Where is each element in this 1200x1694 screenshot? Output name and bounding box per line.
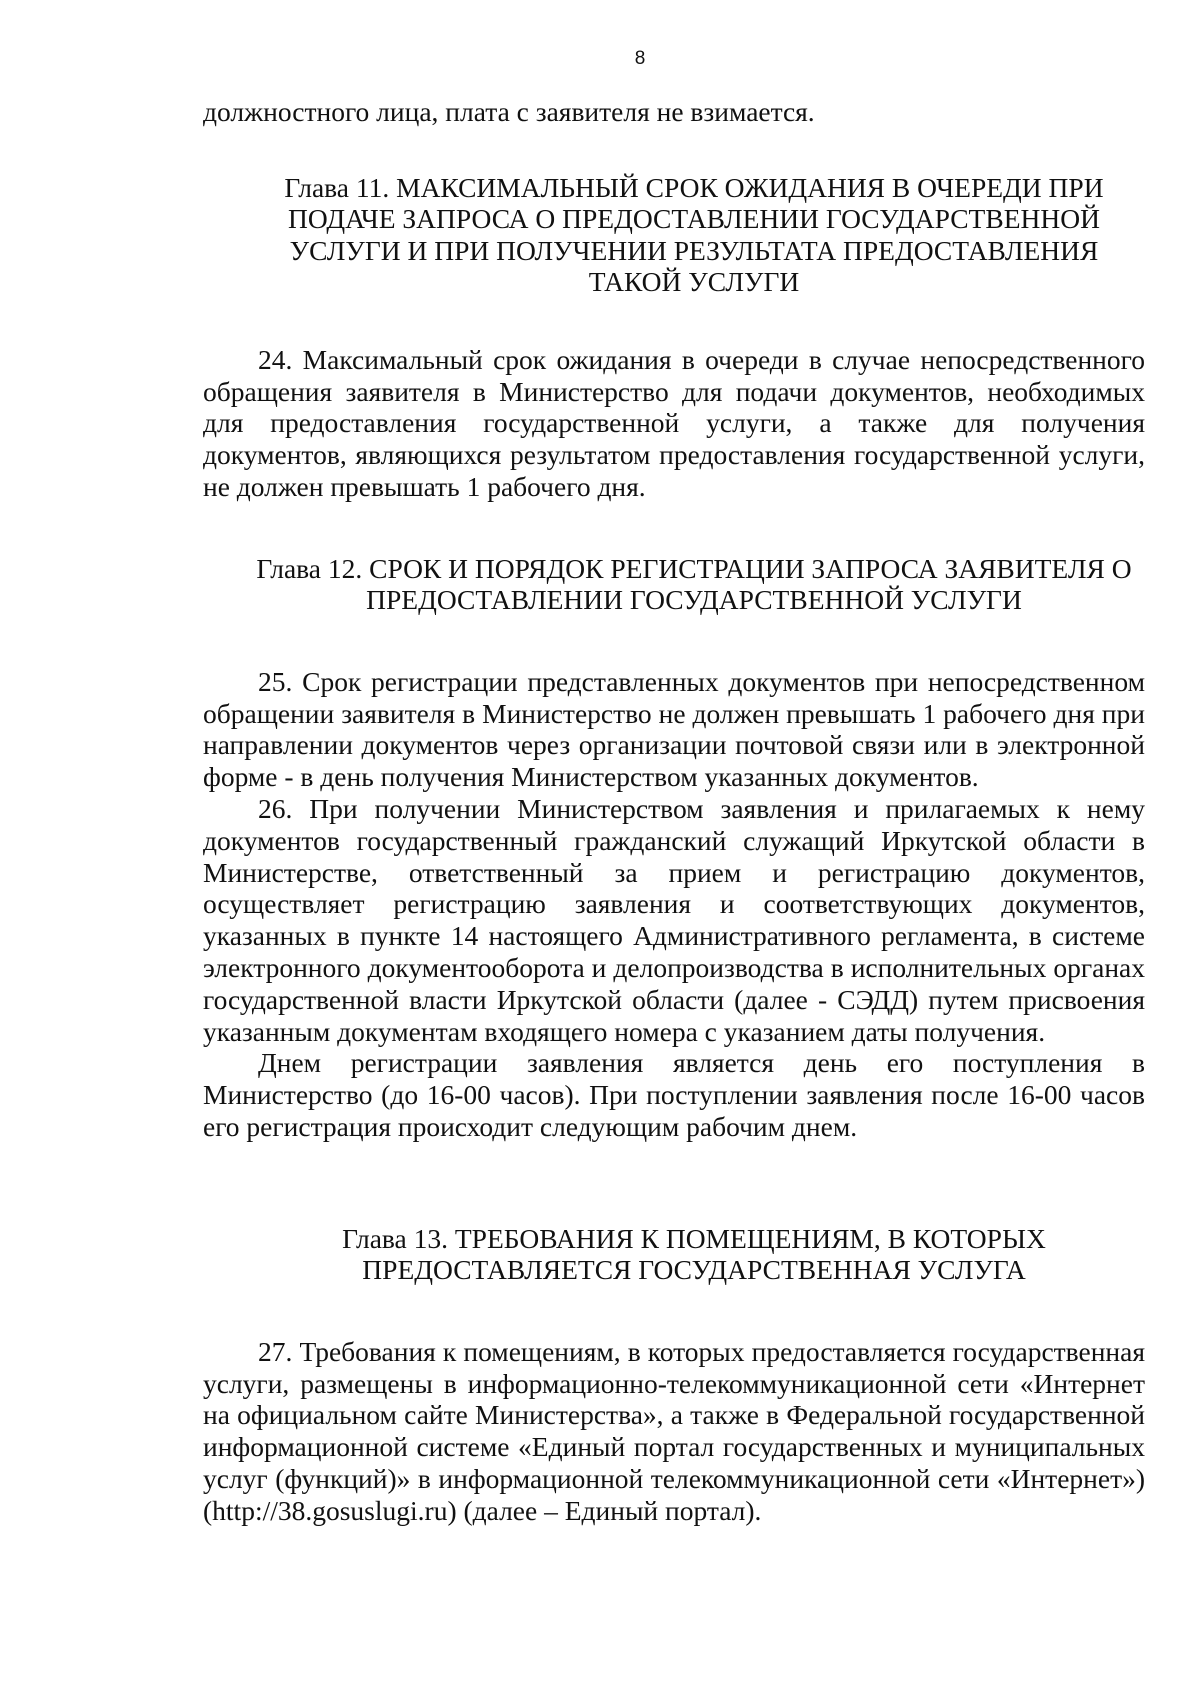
chapter-13-title: Глава 13. ТРЕБОВАНИЯ К ПОМЕЩЕНИЯМ, В КОТОРЫХ ПРЕДОСТАВЛЯЕТСЯ ГОСУДАРСТВЕННАЯ УСЛУГА bbox=[342, 1222, 1046, 1286]
continuation-paragraph: должностного лица, плата с заявителя не взимается. bbox=[203, 96, 815, 127]
paragraph-26-registration-day: Днем регистрации заявления является день его поступления в Министерство (до 16-00 часов). При поступлении заявления после 16-00 часов его регистрация происходит следующим рабочим днем. bbox=[203, 1047, 1145, 1142]
chapter-11-title: Глава 11. МАКСИМАЛЬНЫЙ СРОК ОЖИДАНИЯ В ОЧЕРЕДИ ПРИ ПОДАЧЕ ЗАПРОСА О ПРЕДОСТАВЛЕНИИ ГОСУДАРСТВЕННОЙ УСЛУГИ И ПРИ ПОЛУЧЕНИИ РЕЗУЛЬТАТА ПРЕДОСТАВЛЕНИЯ ТАКОЙ УСЛУГИ bbox=[284, 171, 1104, 298]
paragraph-26: 26. При получении Министерством заявления и прилагаемых к нему документов государственный гражданский служащий Иркутской области в Министерстве, ответственный за прием и регистрацию документов, осуществляет регистрацию заявления и соответствующих документов, указанных в пункте 14 настоящего Административного регламента, в системе электронного документооборота и делопроизводства в исполнительных органах государственной власти Иркутской области (далее - СЭДД) путем присвоения указанным документам входящего номера с указанием даты получения. bbox=[203, 792, 1145, 1047]
chapter-12-title: Глава 12. СРОК И ПОРЯДОК РЕГИСТРАЦИИ ЗАПРОСА ЗАЯВИТЕЛЯ О ПРЕДОСТАВЛЕНИИ ГОСУДАРСТВЕННОЙ УСЛУГИ bbox=[256, 552, 1132, 616]
chapter-11 bbox=[203, 172, 1145, 503]
paragraph-24: 24. Максимальный срок ожидания в очереди в случае непосредственного обращения заявителя в Министерство для подачи документов, необходимых для предоставления государственной услуги, а также для получения документов, являющихся результатом предоставления государственной услуги, не должен превышать 1 рабочего дня. bbox=[203, 343, 1145, 502]
paragraph-25: 25. Срок регистрации представленных документов при непосредственном обращении заявителя в Министерство не должен превышать 1 рабочего дня при направлении документов через организации почтовой связи или в электронной форме - в день получения Министерством указанных документов. bbox=[203, 665, 1145, 793]
paragraph-27: 27. Требования к помещениям, в которых предоставляется государственная услуги, размещены в информационно-телекоммуникационной сети «Интернет на официальном сайте Министерства», а также в Федеральной государственной информационной системе «Единый портал государственных и муниципальных услуг (функций)» в информационной телекоммуникационной сети «Интернет») (http://38.gosuslugi.ru) (далее – Единый портал). bbox=[203, 1335, 1145, 1526]
chapter-12 bbox=[203, 553, 1145, 1143]
document-body bbox=[203, 96, 1145, 1527]
page-number: 8 bbox=[634, 48, 646, 69]
chapter-13 bbox=[203, 1223, 1145, 1527]
